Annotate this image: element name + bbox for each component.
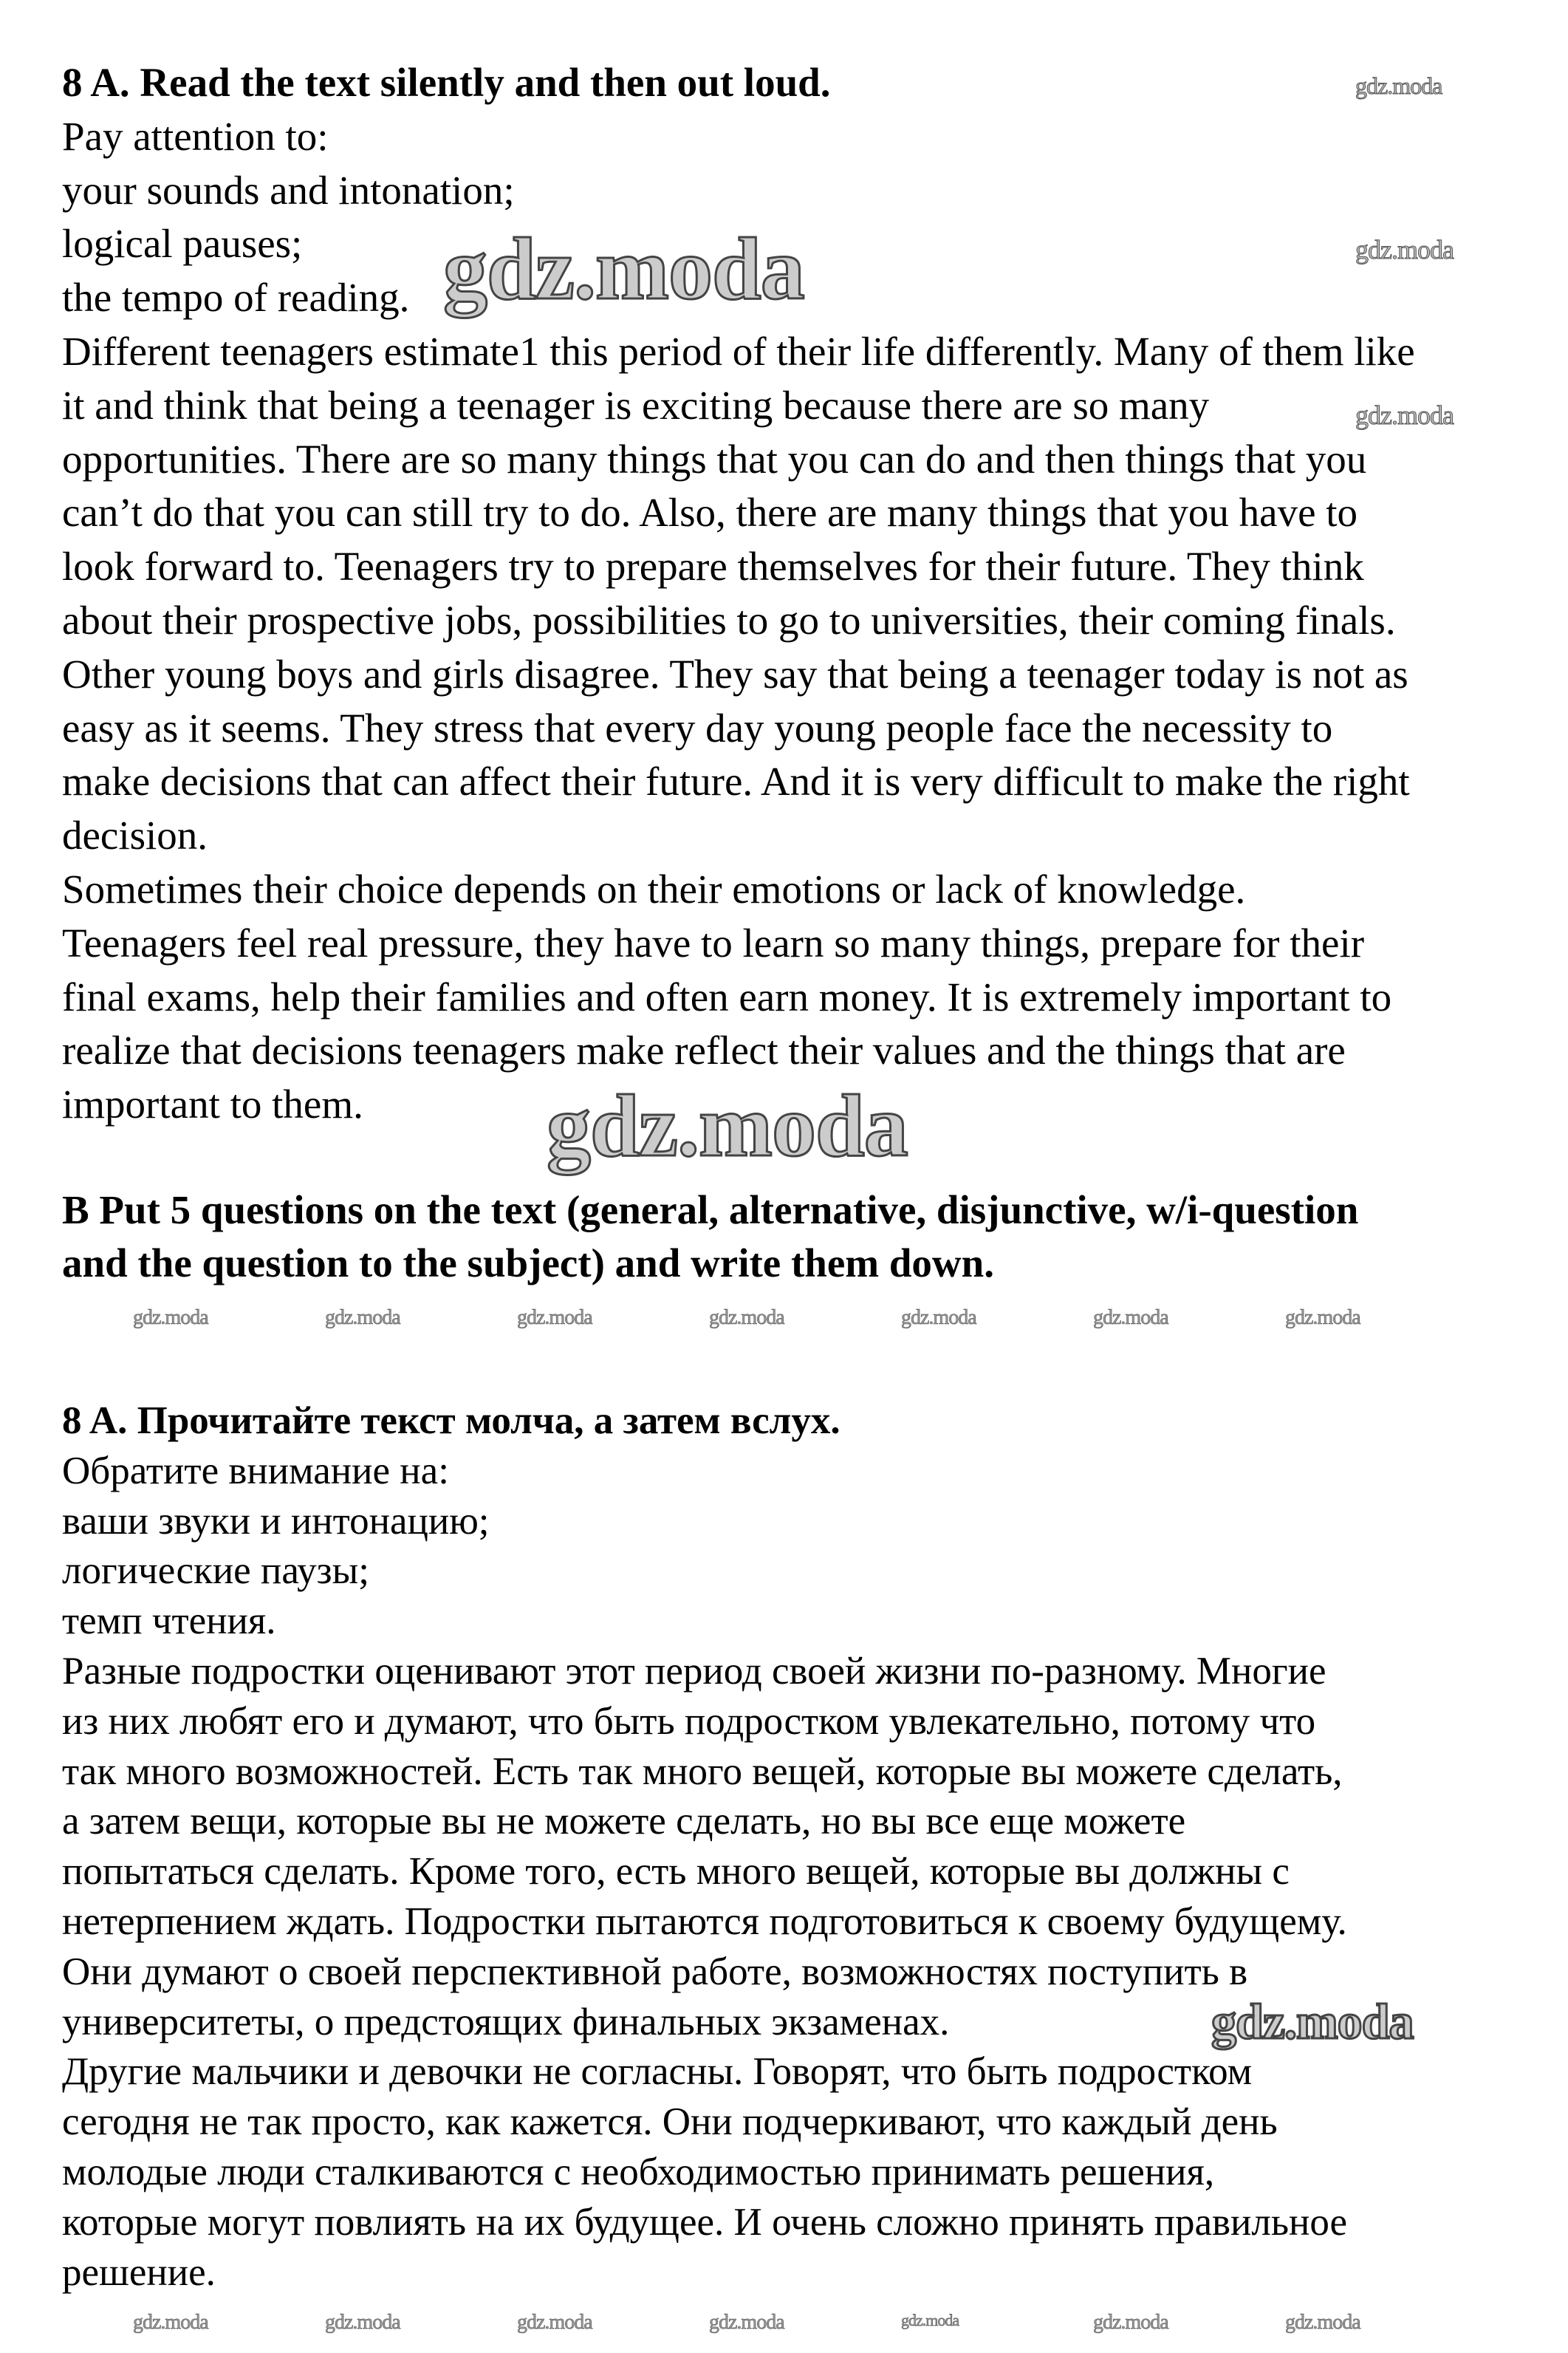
- text-line: make decisions that can affect their future. And it is very difficult to make the right: [62, 759, 1410, 805]
- text-line: университеты, о предстоящих финальных экзаменах.: [62, 2000, 950, 2043]
- watermark-logo: gdz.moda: [133, 1306, 208, 1329]
- text-line: realize that decisions teenagers make reflect their values and the things that are: [62, 1028, 1346, 1073]
- watermark-logo: gdz.moda: [1093, 1306, 1168, 1329]
- text-line: opportunities. There are so many things that you can do and then things that you: [62, 436, 1367, 482]
- watermark-logo: gdz.moda: [709, 1306, 784, 1329]
- text-line: Different teenagers estimate1 this period of their life differently. Many of them like: [62, 328, 1415, 374]
- watermark-logo: gdz.moda: [1285, 2311, 1360, 2334]
- text-line: Другие мальчики и девочки не согласны. Говорят, что быть подростком: [62, 2050, 1253, 2094]
- text-line: look forward to. Teenagers try to prepare themselves for their future. They think: [62, 544, 1364, 590]
- text-line: your sounds and intonation;: [62, 167, 515, 213]
- text-line: the tempo of reading.: [62, 275, 410, 321]
- watermark-logo: gdz.moda: [325, 1306, 400, 1329]
- watermark-logo: gdz.moda: [901, 1306, 976, 1329]
- text-line: final exams, help their families and often earn money. It is extremely important to: [62, 974, 1392, 1020]
- watermark-logo: gdz.moda: [443, 219, 804, 318]
- text-line: темп чтения.: [62, 1599, 276, 1643]
- watermark-logo: gdz.moda: [517, 2311, 592, 2334]
- text-line: Teenagers feel real pressure, they have to learn so many things, prepare for their: [62, 920, 1365, 966]
- text-line: it and think that being a teenager is exciting because there are so many: [62, 382, 1210, 428]
- exercise-heading-ru: 8 A. Прочитайте текст молча, а затем вслух.: [62, 1399, 841, 1442]
- text-line: about their prospective jobs, possibilities to go to universities, their coming finals.: [62, 597, 1396, 643]
- text-line: сегодня не так просто, как кажется. Они подчеркивают, что каждый день: [62, 2100, 1278, 2144]
- watermark-logo: gdz.moda: [1355, 72, 1442, 99]
- task-b-line: B Put 5 questions on the text (general, alternative, disjunctive, w/i-question: [62, 1187, 1359, 1232]
- text-line: Other young boys and girls disagree. They say that being a teenager today is not as: [62, 651, 1408, 697]
- text-line: логические паузы;: [62, 1549, 369, 1593]
- exercise-heading-en: 8 A. Read the text silently and then out loud.: [62, 60, 831, 105]
- text-line: попытаться сделать. Кроме того, есть много вещей, которые вы должны с: [62, 1850, 1290, 1893]
- text-line: ваши звуки и интонацию;: [62, 1499, 490, 1543]
- watermark-logo: gdz.moda: [1211, 1993, 1414, 2049]
- watermark-logo: gdz.moda: [709, 2311, 784, 2334]
- text-line: нетерпением ждать. Подростки пытаются подготовиться к своему будущему.: [62, 1899, 1347, 1943]
- text-line: Обратите внимание на:: [62, 1449, 449, 1492]
- text-line: которые могут повлиять на их будущее. И очень сложно принять правильное: [62, 2200, 1348, 2244]
- text-line: Pay attention to:: [62, 113, 329, 159]
- watermark-logo: gdz.moda: [1093, 2311, 1168, 2334]
- text-line: Sometimes their choice depends on their emotions or lack of knowledge.: [62, 866, 1246, 912]
- text-line: молодые люди сталкиваются с необходимостью принимать решения,: [62, 2150, 1215, 2193]
- watermark-logo: gdz.moda: [1355, 400, 1454, 430]
- text-line: important to them.: [62, 1082, 363, 1127]
- watermark-logo: gdz.moda: [133, 2311, 208, 2334]
- watermark-logo: gdz.moda: [517, 1306, 592, 1329]
- task-b-section: [62, 1184, 1358, 1290]
- text-line: logical pauses;: [62, 221, 303, 267]
- watermark-logo: gdz.moda: [1355, 235, 1454, 264]
- text-line: decision.: [62, 813, 208, 858]
- russian-text-section: [62, 1396, 1347, 2298]
- text-line: Они думают о своей перспективной работе, возможностях поступить в: [62, 1950, 1248, 1993]
- text-line: так много возможностей. Есть так много вещей, которые вы можете сделать,: [62, 1749, 1343, 1793]
- text-line: решение.: [62, 2250, 216, 2294]
- text-line: easy as it seems. They stress that every day young people face the necessity to: [62, 705, 1333, 751]
- text-line: can’t do that you can still try to do. Also, there are many things that you have to: [62, 490, 1358, 536]
- english-text-section: [62, 56, 1415, 1132]
- text-line: из них любят его и думают, что быть подростком увлекательно, потому что: [62, 1699, 1316, 1743]
- watermark-logo: gdz.moda: [325, 2311, 400, 2334]
- task-b-line: and the question to the subject) and write them down.: [62, 1240, 994, 1285]
- watermark-logo: gdz.moda: [547, 1076, 908, 1175]
- watermark-logo: gdz.moda: [901, 2311, 959, 2329]
- text-line: а затем вещи, которые вы не можете сделать, но вы все еще можете: [62, 1800, 1186, 1843]
- watermark-logo: gdz.moda: [1285, 1306, 1360, 1329]
- text-line: Разные подростки оценивают этот период своей жизни по-разному. Многие: [62, 1649, 1326, 1693]
